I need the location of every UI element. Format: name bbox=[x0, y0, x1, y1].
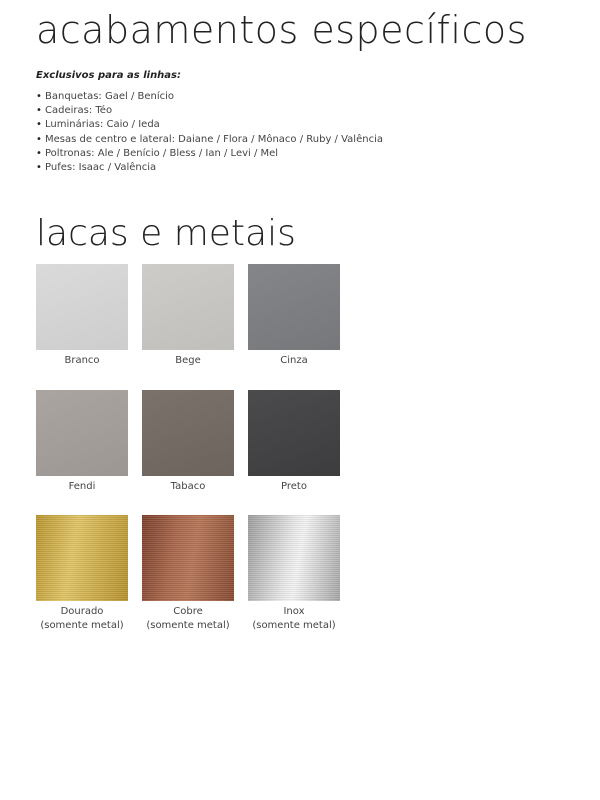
swatch-chip bbox=[142, 390, 234, 476]
swatch-chip bbox=[248, 515, 340, 601]
list-item bbox=[36, 147, 383, 161]
swatch-preto bbox=[248, 390, 340, 494]
swatch-note: (somente metal) bbox=[252, 620, 336, 631]
swatch-note: (somente metal) bbox=[40, 620, 124, 631]
swatch-branco bbox=[36, 264, 128, 368]
swatch-cinza bbox=[248, 264, 340, 368]
bullet-icon: • bbox=[36, 133, 42, 145]
swatch-chip bbox=[36, 515, 128, 601]
swatch-chip bbox=[248, 390, 340, 476]
bullet-icon: • bbox=[36, 162, 42, 174]
list-item-text: Poltronas: Ale / Benício / Bless / Ian / Levi / Mel bbox=[45, 147, 279, 159]
swatch-label: Dourado bbox=[60, 606, 104, 617]
swatch-chip bbox=[36, 264, 128, 350]
swatch-note: (somente metal) bbox=[146, 620, 230, 631]
list-item bbox=[36, 161, 383, 175]
swatch-inox bbox=[248, 515, 340, 633]
swatch-fendi bbox=[36, 390, 128, 494]
swatch-label: Bege bbox=[175, 355, 201, 366]
bullet-icon: • bbox=[36, 91, 42, 102]
exclusive-lines-list bbox=[36, 90, 383, 175]
swatch-tabaco bbox=[142, 390, 234, 494]
list-item-text: Banquetas: Gael / Benício bbox=[45, 91, 175, 102]
swatch-bege bbox=[142, 264, 234, 368]
bullet-icon: • bbox=[36, 147, 42, 159]
list-item-text: Mesas de centro e lateral: Daiane / Flora / Mônaco / Ruby / Valência bbox=[45, 133, 383, 145]
swatch-dourado bbox=[36, 515, 128, 633]
swatch-label: Preto bbox=[281, 481, 307, 492]
swatch-label: Cobre bbox=[173, 606, 203, 617]
list-item bbox=[36, 133, 383, 147]
swatch-label: Cinza bbox=[280, 355, 308, 366]
bullet-icon: • bbox=[36, 105, 42, 117]
list-item bbox=[36, 104, 383, 118]
page-title: acabamentos específicos bbox=[36, 8, 527, 52]
section-title: lacas e metais bbox=[36, 213, 296, 254]
swatch-cobre bbox=[142, 515, 234, 633]
list-item-text: Pufes: Isaac / Valência bbox=[45, 162, 157, 174]
swatch-label: Tabaco bbox=[170, 481, 206, 492]
swatch-chip bbox=[142, 515, 234, 601]
swatch-chip bbox=[142, 264, 234, 350]
swatch-chip bbox=[36, 390, 128, 476]
exclusive-lines-heading: Exclusivos para as linhas: bbox=[36, 70, 181, 81]
list-item bbox=[36, 118, 383, 132]
swatch-label: Inox bbox=[283, 606, 305, 617]
list-item-text: Cadeiras: Téo bbox=[45, 105, 113, 117]
list-item bbox=[36, 90, 383, 104]
list-item-text: Luminárias: Caio / Ieda bbox=[45, 119, 160, 131]
swatch-label: Branco bbox=[64, 355, 100, 366]
swatch-label: Fendi bbox=[68, 481, 96, 492]
bullet-icon: • bbox=[36, 119, 42, 131]
swatch-chip bbox=[248, 264, 340, 350]
